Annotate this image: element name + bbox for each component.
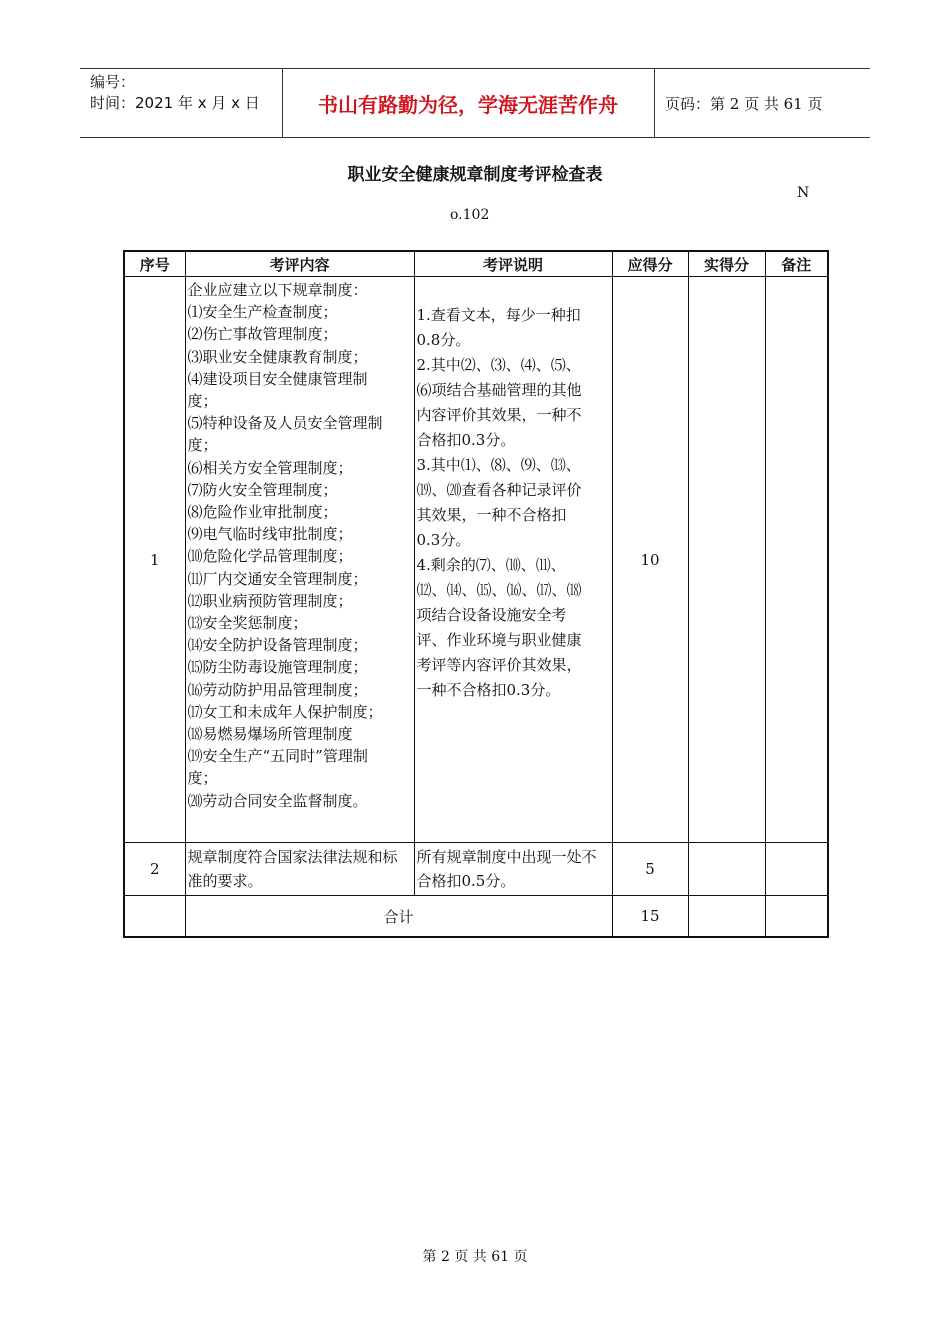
evaluation-description [414, 277, 612, 843]
content-line: ⒆安全生产“五同时”管理制 [187, 747, 368, 766]
desc-line: 2.其中⑵、⑶、⑷、⑸、 [416, 356, 581, 374]
desc-line: 其效果，一种不合格扣 [416, 506, 567, 524]
col-header-actual: 实得分 [688, 251, 765, 277]
content-line: ⑺防火安全管理制度； [187, 480, 338, 499]
desc-line: 4.剩余的⑺、⑽、⑾、 [416, 556, 566, 574]
col-header-content: 考评内容 [185, 251, 414, 277]
desc-line: ⒆、⒇查看各种记录评价 [416, 481, 582, 499]
total-row [124, 896, 828, 938]
desc-line: 1.查看文本，每少一种扣 [416, 306, 581, 324]
doc-no-suffix: o.102 [450, 207, 490, 223]
expected-score: 10 [612, 277, 688, 843]
actual-score-cell [688, 843, 765, 896]
page-footer: 第 2 页 共 61 页 [422, 1249, 528, 1265]
document-title: 职业安全健康规章制度考评检查表 [347, 165, 603, 185]
content-line: 企业应建立以下规章制度： [187, 281, 368, 299]
desc-line: 项结合设备设施安全考 [416, 606, 567, 624]
page-header [80, 68, 870, 138]
evaluation-description: 所有规章制度中出现一处不合格扣0.5分。 [414, 843, 612, 896]
header-meta [90, 72, 260, 114]
doc-no-prefix: N [797, 185, 810, 201]
content-line: ⒁安全防护设备管理制度； [187, 636, 368, 655]
content-line: 度； [187, 436, 218, 455]
table-row [124, 277, 828, 843]
col-header-remarks: 备注 [765, 251, 828, 277]
desc-line: 0.8分。 [416, 331, 471, 349]
actual-score-cell [688, 896, 765, 938]
col-header-score: 应得分 [612, 251, 688, 277]
total-label: 合计 [185, 896, 612, 938]
col-header-no: 序号 [124, 251, 185, 277]
content-line: ⑶职业安全健康教育制度； [187, 347, 368, 366]
doc-number-label: 编号： [90, 73, 136, 91]
evaluation-content: 规章制度符合国家法律法规和标准的要求。 [185, 843, 414, 896]
content-line: ⑻危险作业审批制度； [187, 503, 338, 522]
remarks-cell [765, 896, 828, 938]
content-line: ⒀安全奖惩制度； [187, 614, 308, 633]
desc-line: 内容评价其效果，一种不 [416, 406, 582, 424]
desc-line: 评、作业环境与职业健康 [416, 631, 582, 649]
content-line: ⑸特种设备及人员安全管理制 [187, 414, 383, 433]
content-line: 度； [187, 392, 218, 411]
content-line: ⒄女工和未成年人保护制度； [187, 702, 383, 721]
desc-line: 一种不合格扣0.3分。 [416, 681, 561, 699]
content-line: ⑴安全生产检查制度； [187, 303, 338, 322]
evaluation-table [123, 250, 829, 938]
row-number: 2 [124, 843, 185, 896]
header-motto: 书山有路勤为径，学海无涯苦作舟 [318, 93, 618, 117]
remarks-cell [765, 277, 828, 843]
desc-line: 0.3分。 [416, 531, 471, 549]
content-line: ⑿职业病预防管理制度； [187, 591, 353, 610]
col-header-desc: 考评说明 [414, 251, 612, 277]
actual-score-cell [688, 277, 765, 843]
desc-line: 考评等内容评价其效果， [416, 656, 582, 674]
remarks-cell [765, 843, 828, 896]
header-divider [654, 69, 655, 137]
desc-line: ⑿、⒁、⒂、⒃、⒄、⒅ [416, 581, 582, 599]
expected-score: 5 [612, 843, 688, 896]
desc-line: ⑹项结合基础管理的其他 [416, 381, 582, 399]
table-row [124, 843, 828, 896]
content-line: ⒃劳动防护用品管理制度； [187, 680, 368, 699]
content-line: ⑾厂内交通安全管理制度； [187, 569, 368, 588]
content-line: ⑵伤亡事故管理制度； [187, 325, 338, 344]
content-line: ⒂防尘防毒设施管理制度； [187, 658, 368, 677]
content-line: 度； [187, 769, 218, 788]
row-number: 1 [124, 277, 185, 843]
content-line: ⑷建设项目安全健康管理制 [187, 369, 368, 388]
evaluation-content [185, 277, 414, 843]
content-line: ⑹相关方安全管理制度； [187, 458, 353, 477]
content-line: ⒅易燃易爆场所管理制度 [187, 725, 353, 744]
total-score: 15 [612, 896, 688, 938]
content-line: ⑼电气临时线审批制度； [187, 525, 353, 544]
content-line: ⒇劳动合同安全监督制度。 [187, 791, 368, 810]
table-header-row [124, 251, 828, 277]
total-blank-cell [124, 896, 185, 938]
desc-line: 3.其中⑴、⑻、⑼、⒀、 [416, 456, 581, 474]
desc-line: 合格扣0.3分。 [416, 431, 516, 449]
content-line: ⑽危险化学品管理制度； [187, 547, 353, 566]
doc-time-label: 时间：2021 年 x 月 x 日 [90, 94, 260, 112]
header-page-info: 页码：第 2 页 共 61 页 [665, 95, 823, 113]
